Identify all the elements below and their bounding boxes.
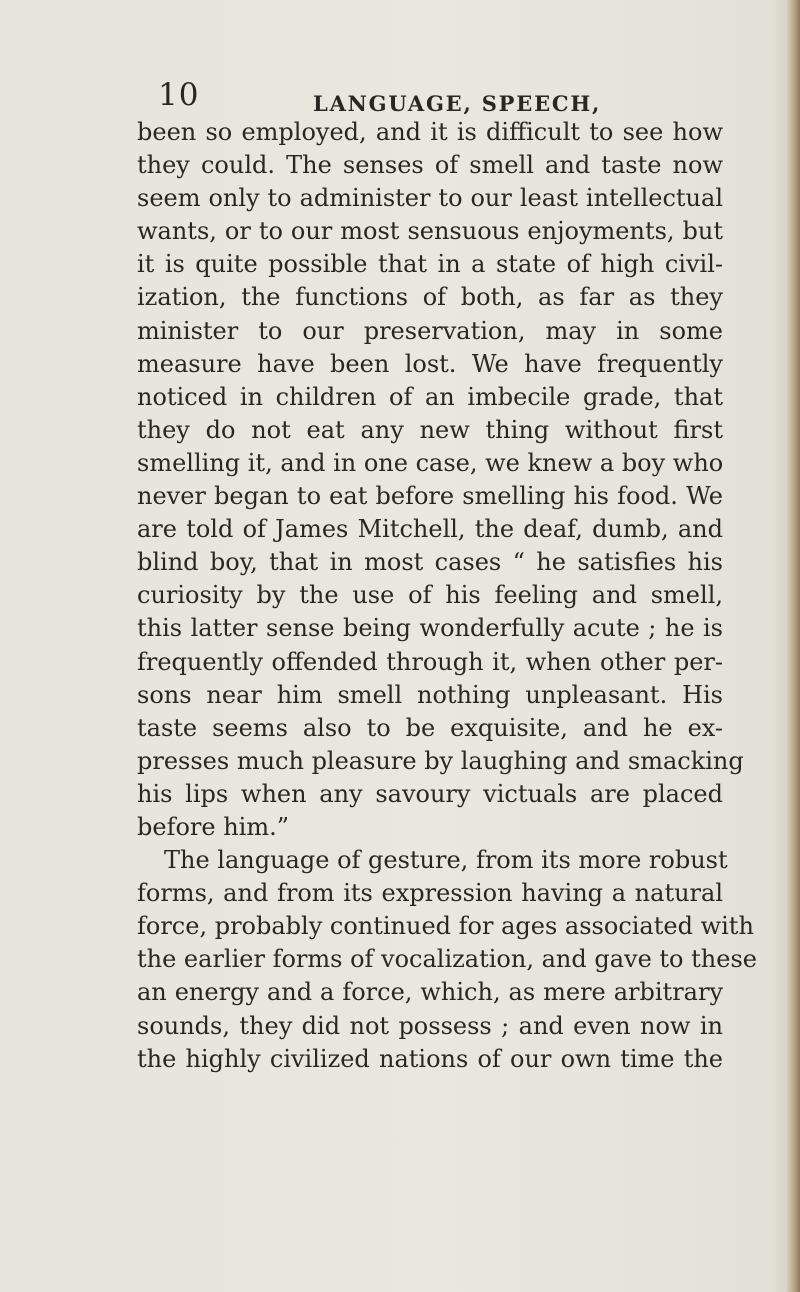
text-line: measure have been lost. We have frequently: [137, 349, 723, 378]
text-line: it is quite possible that in a state of high civil-: [137, 250, 723, 279]
text-line: been so employed, and it is difficult to see how: [137, 118, 723, 146]
text-line: presses much pleasure by laughing and smacking: [137, 746, 744, 775]
text-line: curiosity by the use of his feeling and smell,: [137, 581, 723, 610]
paragraph-start-line: The language of gesture, from its more robust: [164, 846, 728, 875]
text-line: force, probably continued for ages associated with: [137, 912, 754, 941]
paragraph-end-line: before him.”: [137, 812, 289, 841]
text-line: never began to eat before smelling his food. We: [137, 482, 723, 511]
text-line: wants, or to our most sensuous enjoyments, but: [137, 217, 723, 246]
text-line: ization, the functions of both, as far as they: [137, 283, 723, 312]
running-head: LANGUAGE, SPEECH,: [313, 91, 602, 116]
text-line: they do not eat any new thing without first: [137, 415, 723, 444]
text-line: taste seems also to be exquisite, and he ex-: [137, 713, 723, 742]
text-line: forms, and from its expression having a natural: [137, 879, 723, 908]
text-line: sounds, they did not possess ; and even now in: [137, 1011, 723, 1040]
text-line: are told of James Mitchell, the deaf, dumb, and: [137, 515, 723, 544]
text-line: seem only to administer to our least intellectual: [137, 184, 723, 213]
text-line: smelling it, and in one case, we knew a boy who: [137, 448, 724, 477]
text-line: this latter sense being wonderfully acute ; he is: [137, 614, 723, 643]
page-edge-shadow: [786, 0, 800, 1292]
text-line: the earlier forms of vocalization, and gave to these: [137, 945, 757, 974]
text-line: the highly civilized nations of our own time the: [137, 1044, 723, 1073]
text-line: an energy and a force, which, as mere arbitrary: [137, 978, 723, 1007]
text-line: noticed in children of an imbecile grade, that: [137, 382, 723, 411]
text-line: minister to our preservation, may in some: [137, 316, 723, 345]
text-line: they could. The senses of smell and taste now: [137, 151, 723, 180]
text-line: blind boy, that in most cases “ he satisfies his: [137, 548, 723, 577]
text-line: his lips when any savoury victuals are placed: [137, 779, 723, 808]
body-text: [137, 116, 757, 1076]
text-line: sons near him smell nothing unpleasant. His: [137, 680, 723, 709]
text-line: frequently offended through it, when other per-: [137, 647, 723, 676]
page-number: 10: [158, 77, 200, 113]
page-header: [158, 77, 718, 120]
